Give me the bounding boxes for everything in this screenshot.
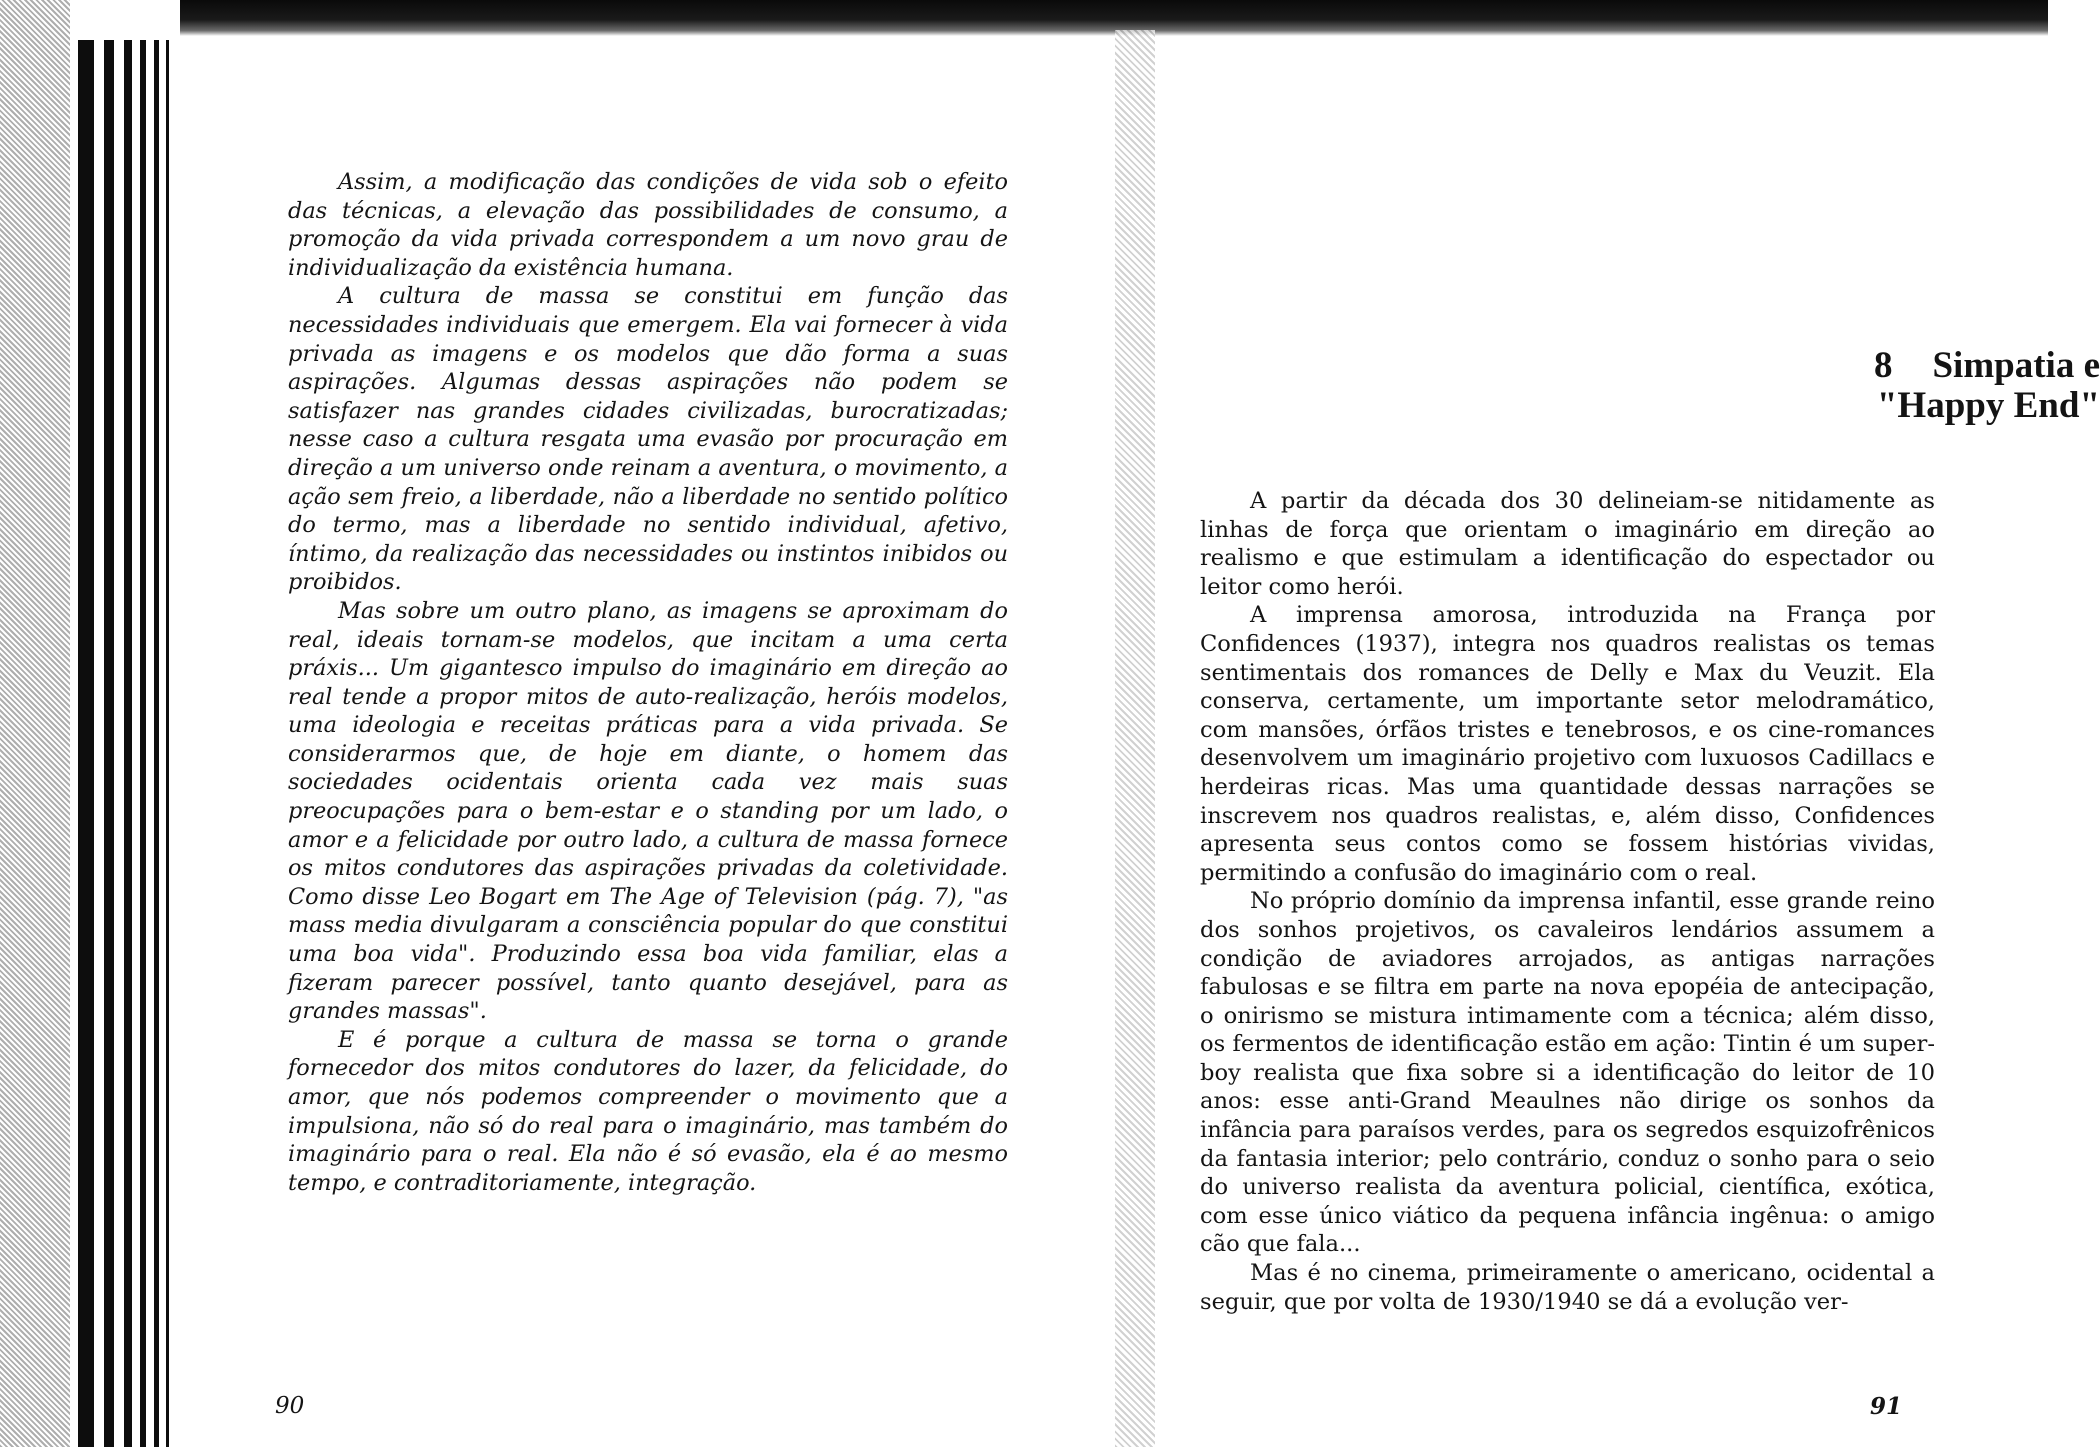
page-edge-strip [124,40,132,1447]
paragraph: A partir da década dos 30 delineiam-se nitidamente as linhas de força que orientam o imaginário em direção ao realismo e que estimulam a identificação do espectador ou leitor como herói. [1200,488,1935,600]
right-page-body [1200,487,1935,1316]
paragraph: A imprensa amorosa, introduzida na França por Confidences (1937), integra nos quadros realistas os temas sentimentais dos romances de Delly e Max du Veuzit. Ela conserva, certamente, um importante setor melodramático, com mansões, órfãos tristes e tenebrosos, e os cine-romances desenvolvem um imaginário projetivo com luxuosos Cadillacs e herdeiras ricas. Mas uma quantidade dessas narrações se inscrevem nos quadros realistas, e, além disso, Confidences apresenta seus contos como se fossem histórias vividas, permitindo a confusão do imaginário com o real. [1200,602,1935,886]
page-number: 90 [275,1393,305,1419]
paragraph: No próprio domínio da imprensa infantil, esse grande reino dos sonhos projetivos, os cavaleiros lendários assumem a condição de aviadores arrojados, as antigas narrações fabulosas e se filtra em parte na nova epopéia de antecipação, o onirismo se mistura intimamente com a técnica; além disso, os fermentos de identificação estão em ação: Tintin é um super-boy realista que fixa sobre si a identificação do leitor de 10 anos: esse anti-Grand Meaulnes não dirige os sonhos da infância para paraísos verdes, para os segredos esquizofrênicos da fantasia interior; pelo contrário, conduz o sonho para o seio do universo realista da aventura policial, científica, exótica, com esse único viático da pequena infância ingênua: o amigo cão que fala... [1200,888,1935,1258]
paragraph: Mas é no cinema, primeiramente o americano, ocidental a seguir, que por volta de 1930/1940 se dá a evolução ver- [1200,1260,1935,1315]
chapter-heading-line-1 [1630,346,2100,386]
right-page [1160,0,2100,1447]
chapter-title-line-2: "Happy End" [1876,385,2100,426]
page-edge-strip [104,40,114,1447]
page-edge-strip [166,40,169,1447]
book-spine [1115,30,1155,1447]
paragraph: Mas sobre um outro plano, as imagens se aproximam do real, ideais tornam-se modelos, que incitam a uma certa práxis... Um gigantesco impulso do imaginário em direção ao real tende a propor mitos de auto-realização, heróis modelos, uma ideologia e receitas práticas para a vida privada. Se considerarmos que, de hoje em diante, o homem das sociedades ocidentais orienta cada vez mais suas preocupações para o bem-estar e o standing por um lado, o amor e a felicidade por outro lado, a cultura de massa fornece os mitos condutores das aspirações privadas da coletividade. Como disse Leo Bogart em The Age of Television (pág. 7), "as mass media divulgaram a consciência popular do que constitui uma boa vida". Produzindo essa boa vida familiar, elas a fizeram parecer possível, tanto quanto desejável, para as grandes massas". [288,597,1008,1025]
paragraph: A cultura de massa se constitui em função das necessidades individuais que emergem. Ela vai fornecer à vida privada as imagens e os modelos que dão forma a suas aspirações. Algumas dessas aspirações não podem se satisfazer nas grandes cidades civilizadas, burocratizadas; nesse caso a cultura resgata uma evasão por procuração em direção a um universo onde reinam a aventura, o movimento, a ação sem freio, a liberdade, não a liberdade no sentido político do termo, mas a liberdade no sentido individual, afetivo, íntimo, da realização das necessidades ou instintos inibidos ou proibidos. [288,283,1008,596]
left-page [180,0,1120,1447]
chapter-title-line-1: Simpatia e [1932,345,2100,386]
chapter-number: 8 [1873,345,1893,386]
page-edge-strip [140,40,146,1447]
left-page-body [288,168,1008,1197]
page-edge-stack [0,0,180,1447]
paragraph: E é porque a cultura de massa se torna o grande fornecedor dos mitos condutores do lazer, da felicidade, do amor, que nós podemos compreender o movimento que a impulsiona, não só do real para o imaginário, mas também do imaginário para o real. Ela não é só evasão, ela é ao mesmo tempo, e contraditoriamente, integração. [288,1026,1008,1196]
page-edge-shading [0,0,70,1447]
page-edge-strip [78,40,94,1447]
chapter-heading [1630,346,2100,426]
paragraph: Assim, a modificação das condições de vida sob o efeito das técnicas, a elevação das possibilidades de consumo, a promoção da vida privada correspondem a um novo grau de individualização da existência humana. [288,169,1008,281]
page-number: 91 [1870,1393,1903,1420]
page-edge-strip [154,40,159,1447]
